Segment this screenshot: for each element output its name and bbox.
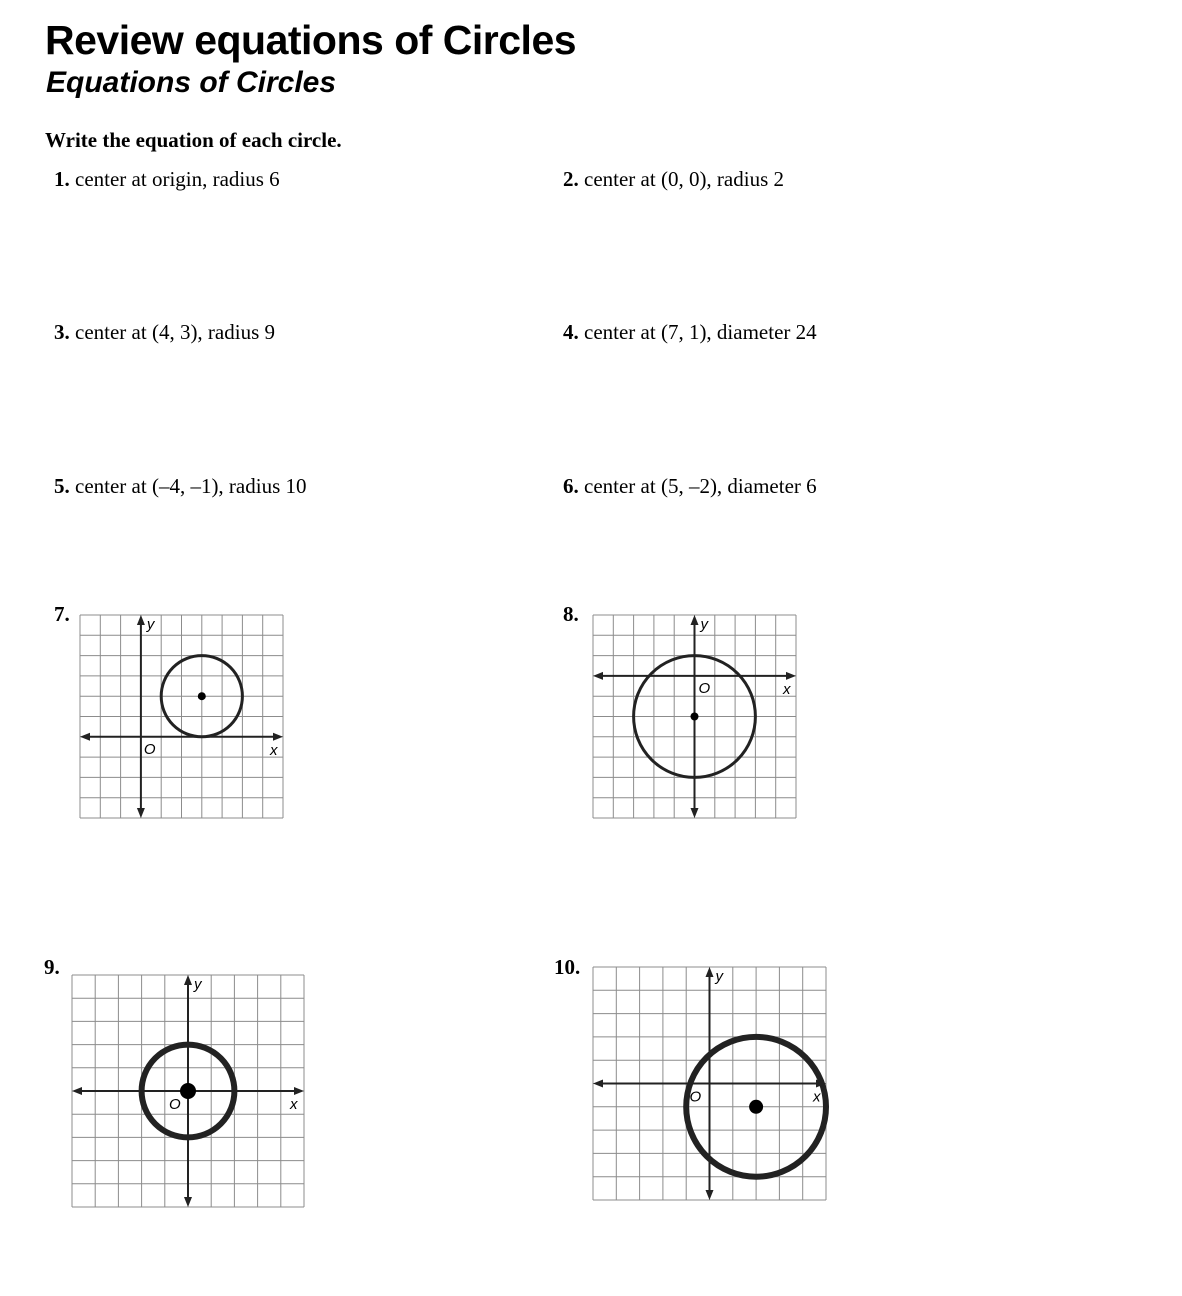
y-axis-label: y — [194, 976, 202, 993]
problem-2 — [563, 167, 784, 192]
origin-label: O — [698, 679, 711, 697]
problem-text: center at (5, –2), diameter 6 — [584, 474, 817, 498]
origin-label: O — [169, 1096, 181, 1113]
x-axis-label: x — [290, 1096, 298, 1113]
center-point — [749, 1100, 763, 1114]
problem-text: center at origin, radius 6 — [75, 167, 280, 191]
y-axis-arrow-down — [184, 1197, 192, 1207]
center-point — [691, 713, 699, 721]
instructions: Write the equation of each circle. — [45, 128, 342, 152]
graph-number-7: 7. — [54, 602, 70, 626]
x-axis-arrow-right — [294, 1087, 304, 1095]
graph-number-9: 9. — [44, 955, 60, 979]
x-axis-arrow-right — [786, 672, 796, 680]
circle-graph-9 — [72, 975, 304, 1206]
origin-label: O — [143, 740, 156, 758]
center-point — [198, 692, 206, 700]
problem-number: 1. — [54, 167, 70, 191]
problem-number: 4. — [563, 320, 579, 344]
circle-graph-10 — [593, 967, 826, 1198]
grid — [80, 615, 283, 818]
problem-number: 3. — [54, 320, 70, 344]
problem-number: 2. — [563, 167, 579, 191]
center-point — [180, 1083, 196, 1099]
y-axis-arrow-down — [691, 808, 699, 818]
graph-number-8: 8. — [563, 602, 579, 626]
x-axis-arrow-left — [593, 1080, 603, 1088]
circle-graph-8 — [593, 615, 796, 820]
y-axis-label: y — [146, 616, 155, 633]
y-axis-arrow-up — [691, 615, 699, 625]
problem-1 — [54, 167, 280, 192]
problem-6 — [563, 474, 817, 499]
problem-text: center at (–4, –1), radius 10 — [75, 474, 307, 498]
problem-text: center at (7, 1), diameter 24 — [584, 320, 817, 344]
y-axis-arrow-down — [706, 1190, 714, 1200]
page-title: Review equations of Circles — [45, 17, 577, 63]
y-axis-label: y — [715, 968, 723, 985]
x-axis-arrow-left — [80, 733, 90, 741]
problem-text: center at (4, 3), radius 9 — [75, 320, 276, 344]
problem-3 — [54, 320, 275, 345]
page-subtitle: Equations of Circles — [46, 66, 337, 99]
y-axis-label: y — [700, 616, 708, 633]
problem-number: 6. — [563, 474, 579, 498]
y-axis-arrow-up — [137, 615, 145, 625]
x-axis-label: x — [813, 1088, 821, 1106]
y-axis-arrow-down — [137, 808, 145, 818]
problem-text: center at (0, 0), radius 2 — [584, 167, 785, 191]
x-axis-arrow-right — [273, 733, 283, 741]
y-axis-arrow-up — [706, 967, 714, 977]
graph-number-10: 10. — [554, 955, 581, 979]
x-axis-label: x — [270, 741, 278, 759]
x-axis-arrow-left — [593, 672, 603, 680]
x-axis-arrow-left — [72, 1087, 82, 1095]
y-axis-arrow-up — [184, 975, 192, 985]
problem-number: 5. — [54, 474, 70, 498]
problem-4 — [563, 320, 817, 345]
origin-label: O — [689, 1088, 702, 1106]
circle-graph-7 — [80, 615, 283, 820]
x-axis-label: x — [783, 680, 791, 698]
problem-5 — [54, 474, 307, 499]
